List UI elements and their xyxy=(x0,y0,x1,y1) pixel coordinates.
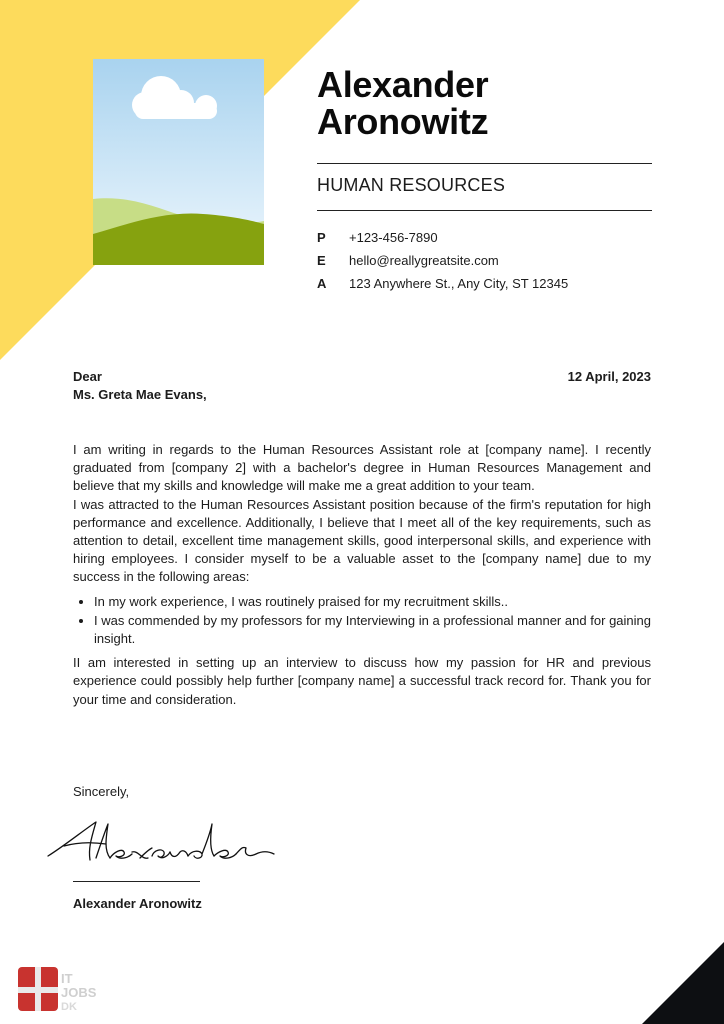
profile-photo-placeholder xyxy=(93,59,264,265)
contact-phone-key: P xyxy=(317,230,326,245)
contact-address-value: 123 Anywhere St., Any City, ST 12345 xyxy=(349,276,569,291)
name-line-2: Aronowitz xyxy=(317,101,489,142)
logo-text-line-1: IT xyxy=(61,971,73,986)
title-bottom-divider xyxy=(317,210,652,211)
job-title: HUMAN RESOURCES xyxy=(317,175,506,195)
list-item: • I was commended by my professors for my Interviewing in a professional manner and for gaining insight. xyxy=(94,612,651,648)
contact-phone-value: +123-456-7890 xyxy=(349,230,438,245)
signoff: Sincerely, xyxy=(73,784,130,799)
contact-email xyxy=(317,253,499,268)
itjobs-logo xyxy=(18,967,104,1013)
body-paragraph-1: I am writing in regards to the Human Resources Assistant role at [company name]. I recently graduated from [company 2] with a bachelor's degree in Human Resources Management and believe that my skills and knowledge will make me a great addition to your team. xyxy=(73,442,651,494)
salutation-line-2: Ms. Greta Mae Evans, xyxy=(73,387,207,402)
name-line-1: Alexander xyxy=(317,64,489,105)
salutation xyxy=(73,368,207,404)
list-item: • In my work experience, I was routinely praised for my recruitment skills.. xyxy=(94,593,651,611)
letter-body xyxy=(73,441,651,709)
letter-date: 12 April, 2023 xyxy=(567,369,651,384)
handwritten-signature xyxy=(44,816,276,872)
contact-address-key: A xyxy=(317,276,327,291)
title-top-divider xyxy=(317,163,652,164)
strengths-list xyxy=(73,593,651,649)
body-paragraph-3: II am interested in setting up an interview to discuss how my passion for HR and previous experience could possibly help further [company name] a successful track record for. Thank you for your time and consideration. xyxy=(73,655,651,707)
contact-address xyxy=(317,276,568,291)
logo-text-line-2: JOBS xyxy=(61,985,97,1000)
body-paragraph-2: I was attracted to the Human Resources Assistant position because of the firm's reputation for high performance and excellence. Additionally, I believe that I meet all of the key requirements, such as attention to detail, excellent time management skills, good interpersonal skills, and experience with hiring employees. I consider myself to be a valuable asset to the [company name] due to my success in the following areas: xyxy=(73,496,651,585)
applicant-name xyxy=(317,66,488,140)
contact-email-key: E xyxy=(317,253,326,268)
dark-corner-triangle xyxy=(642,942,724,1024)
contact-phone xyxy=(317,230,438,245)
logo-text-line-3: DK xyxy=(61,1001,77,1013)
signer-name: Alexander Aronowitz xyxy=(73,896,202,911)
contact-email-value: hello@reallygreatsite.com xyxy=(349,253,499,268)
signature-divider xyxy=(73,881,200,882)
salutation-line-1: Dear xyxy=(73,369,102,384)
